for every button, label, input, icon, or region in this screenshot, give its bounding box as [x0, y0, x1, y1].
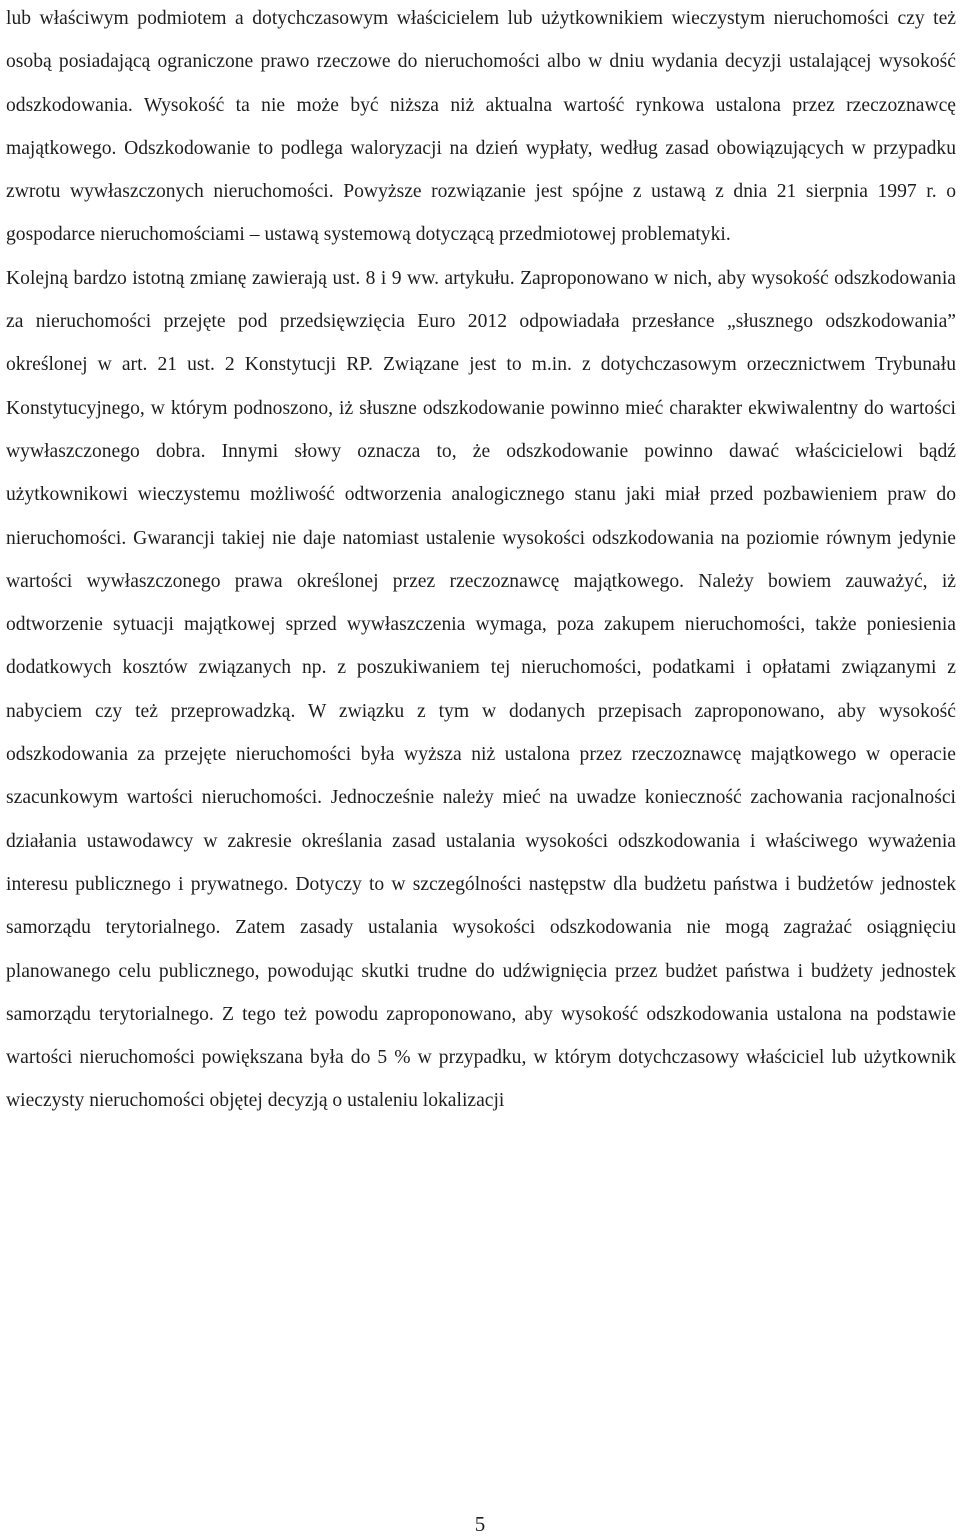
page-number: 5: [474, 1512, 486, 1536]
body-text: [6, 0, 956, 1123]
paragraph-2: Kolejną bardzo istotną zmianę zawierają ust. 8 i 9 ww. artykułu. Zaproponowano w nich, aby wysokość odszkodowania za nieruchomości przejęte pod przedsięwzięcia Euro 2012 odpowiadała przesłance „słusznego odszkodowania” określonej w art. 21 ust. 2 Konstytucji RP. Związane jest to m.in. z dotychczasowym orzecznictwem Trybunału Konstytucyjnego, w którym podnoszono, iż słuszne odszkodowanie powinno mieć charakter ekwiwalentny do wartości wywłaszczonego dobra. Innymi słowy oznacza to, że odszkodowanie powinno dawać właścicielowi bądź użytkownikowi wieczystemu możliwość odtworzenia analogicznego stanu jaki miał przed pozbawieniem praw do nieruchomości. Gwarancji takiej nie daje natomiast ustalenie wysokości odszkodowania na poziomie równym jedynie wartości wywłaszczonego prawa określonej przez rzeczoznawcę majątkowego. Należy bowiem zauważyć, iż odtworzenie sytuacji majątkowej sprzed wywłaszczenia wymaga, poza zakupem nieruchomości, także poniesienia dodatkowych kosztów związanych np. z poszukiwaniem tej nieruchomości, podatkami i opłatami związanymi z nabyciem czy też przeprowadzką. W związku z tym w dodanych przepisach zaproponowano, aby wysokość odszkodowania za przejęte nieruchomości była wyższa niż ustalona przez rzeczoznawcę majątkowego w operacie szacunkowym wartości nieruchomości. Jednocześnie należy mieć na uwadze konieczność zachowania racjonalności działania ustawodawcy w zakresie określania zasad ustalania wysokości odszkodowania i właściwego wyważenia interesu publicznego i prywatnego. Dotyczy to w szczególności następstw dla budżetu państwa i budżetów jednostek samorządu terytorialnego. Zatem zasady ustalania wysokości odszkodowania nie mogą zagrażać osiągnięciu planowanego celu publicznego, powodując skutki trudne do udźwignięcia przez budżet państwa i budżety jednostek samorządu terytorialnego. Z tego też powodu zaproponowano, aby wysokość odszkodowania ustalona na podstawie wartości nieruchomości powiększana była do 5 % w przypadku, w którym dotychczasowy właściciel lub użytkownik wieczysty nieruchomości objętej decyzją o ustaleniu lokalizacji: [6, 267, 956, 1112]
paragraph-1: lub właściwym podmiotem a dotychczasowym właścicielem lub użytkownikiem wieczystym nieruchomości czy też osobą posiadającą ograniczone prawo rzeczowe do nieruchomości albo w dniu wydania decyzji ustalającej wysokość odszkodowania. Wysokość ta nie może być niższa niż aktualna wartość rynkowa ustalona przez rzeczoznawcę majątkowego. Odszkodowanie to podlega waloryzacji na dzień wypłaty, według zasad obowiązujących w przypadku zwrotu wywłaszczonych nieruchomości. Powyższe rozwiązanie jest spójne z ustawą z dnia 21 sierpnia 1997 r. o gospodarce nieruchomościami – ustawą systemową dotyczącą przedmiotowej problematyki.: [6, 8, 956, 246]
